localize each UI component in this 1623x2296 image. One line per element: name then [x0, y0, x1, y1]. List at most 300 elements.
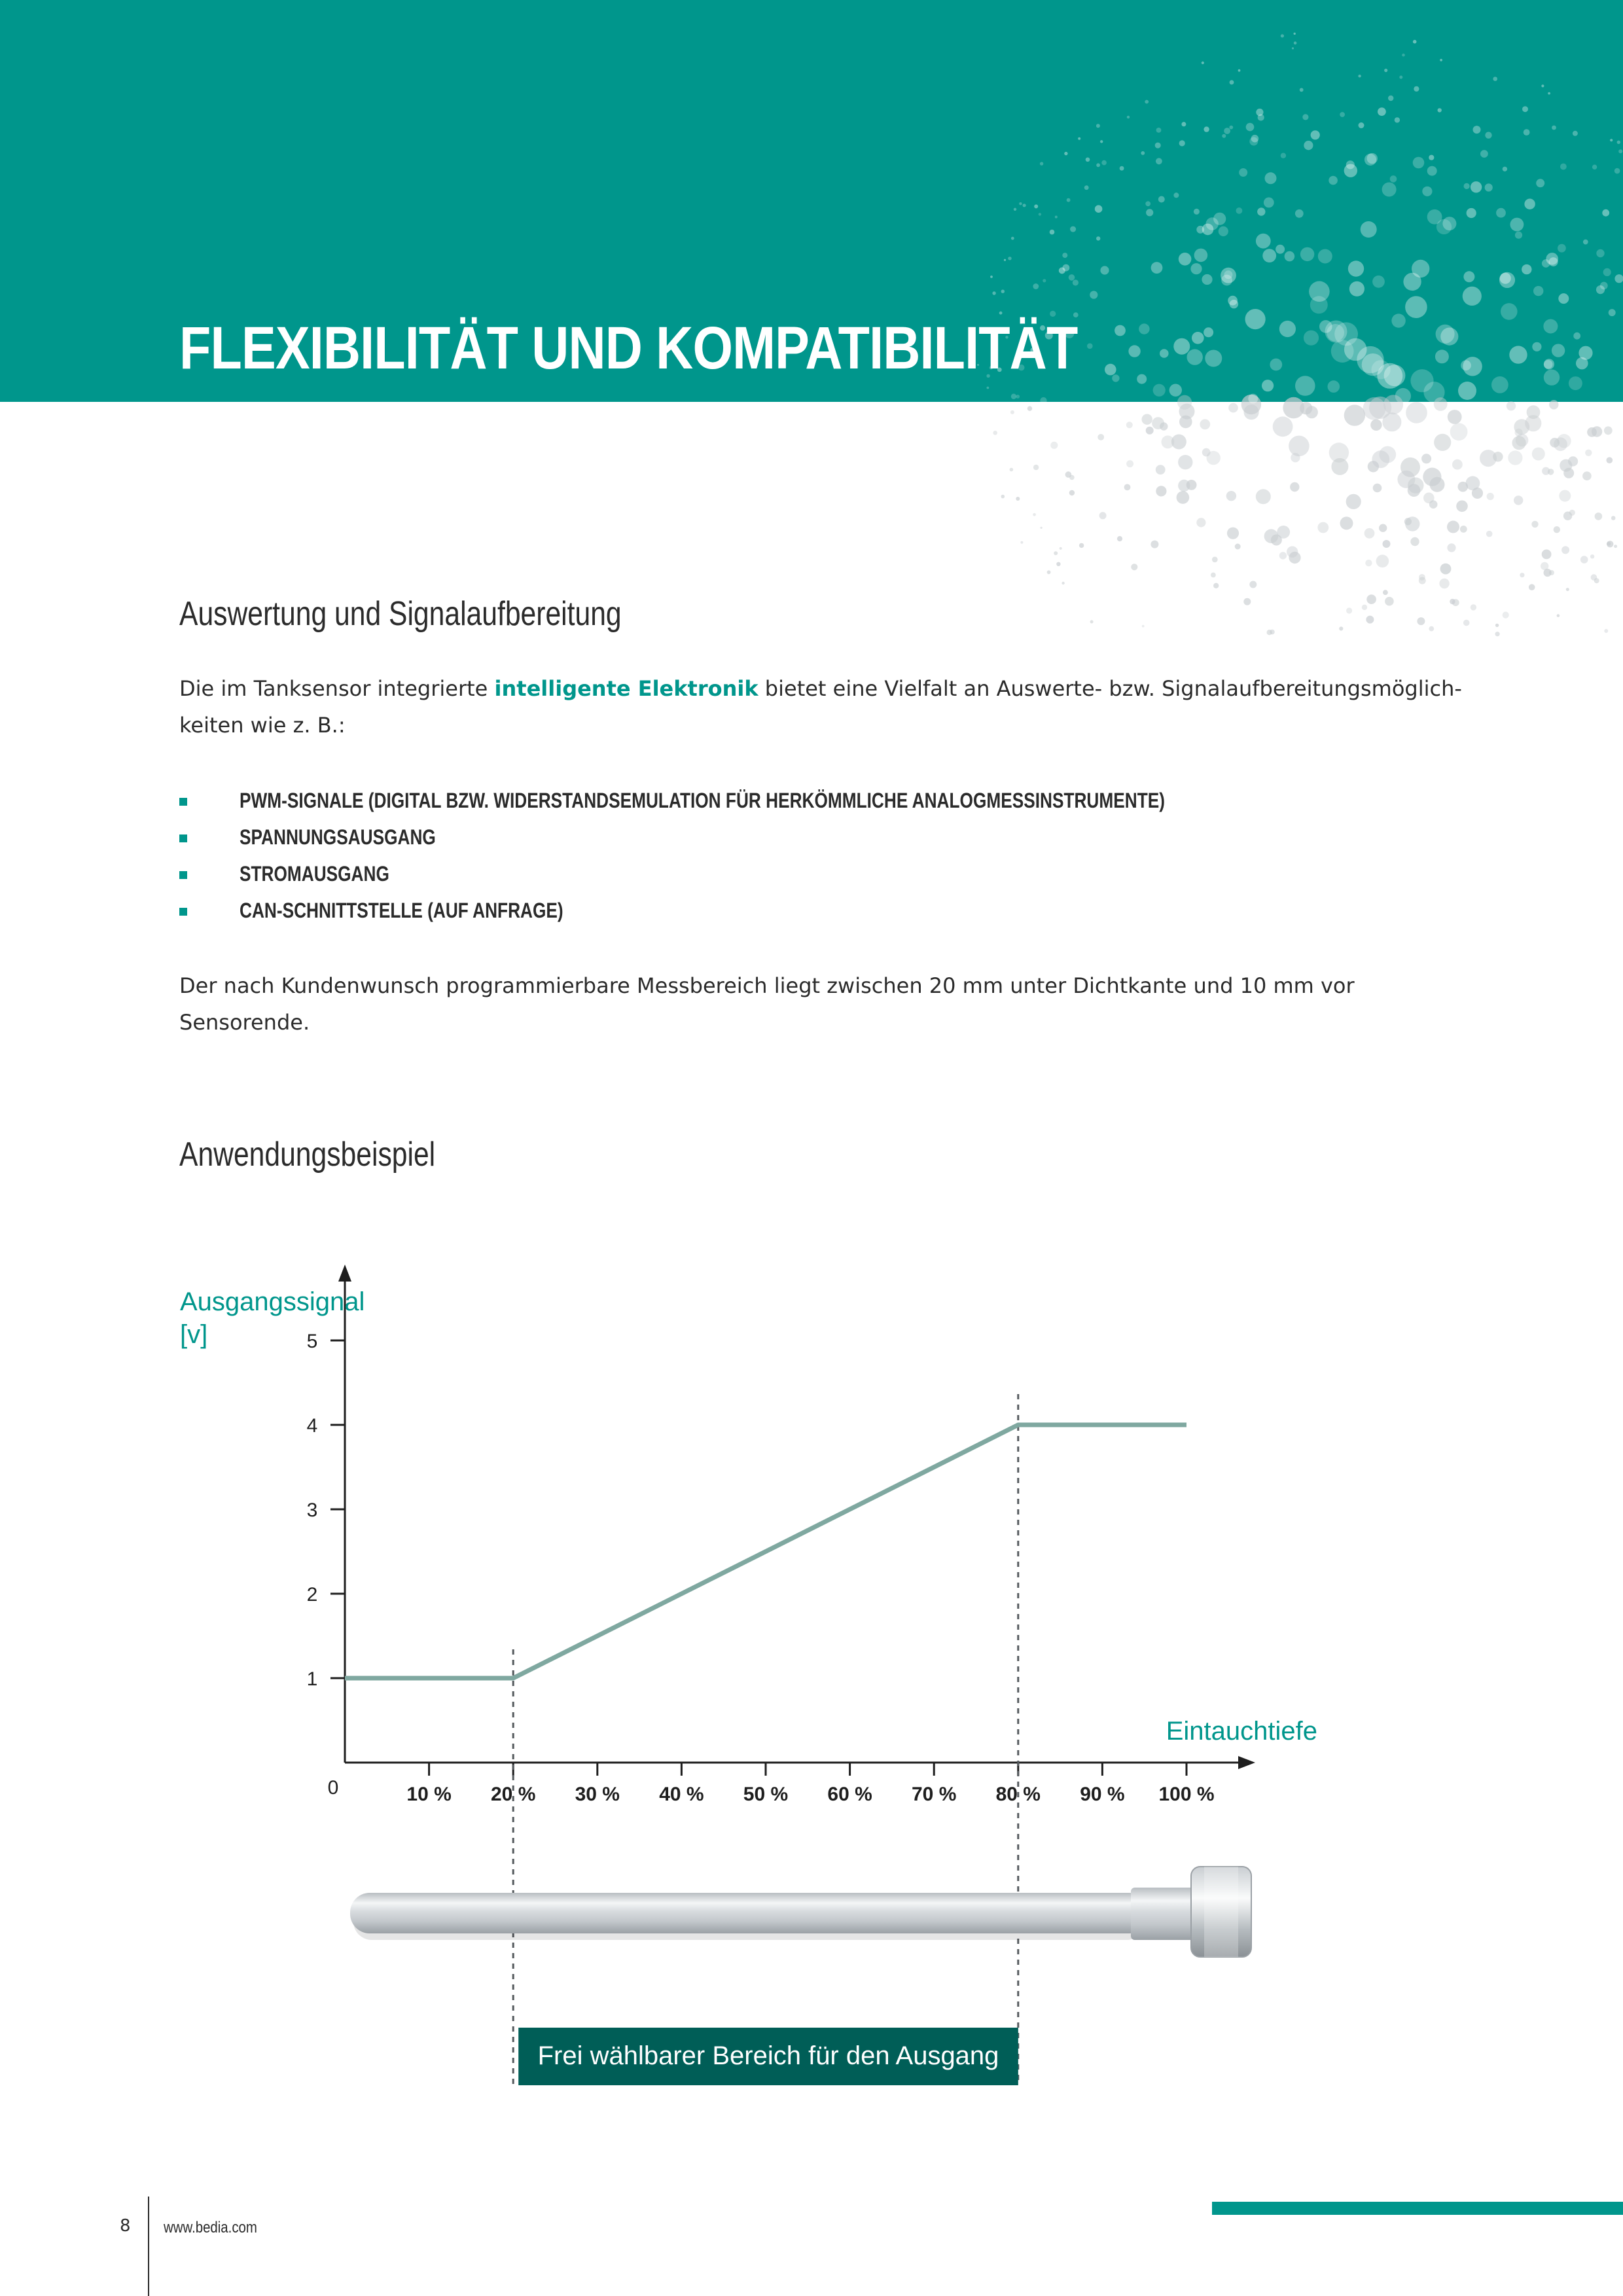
- decorative-dot: [1162, 435, 1175, 448]
- decorative-dot: [1126, 422, 1133, 428]
- decorative-dot: [1372, 450, 1389, 468]
- decorative-dot: [1019, 202, 1022, 205]
- decorative-dot: [1033, 513, 1036, 516]
- y-axis-unit-label: [v]: [180, 1320, 208, 1349]
- decorative-dot: [1040, 162, 1043, 165]
- x-tick-label: 20 %: [491, 1784, 536, 1805]
- x-tick-label: 70 %: [912, 1784, 957, 1805]
- decorative-dot: [1279, 552, 1287, 559]
- decorative-dot: [1228, 403, 1238, 413]
- decorative-dot: [1486, 531, 1493, 537]
- output-signal-chart: [0, 1230, 1623, 2114]
- decorative-dot: [1346, 607, 1352, 613]
- decorative-dot: [1509, 346, 1527, 363]
- decorative-dot: [1367, 153, 1378, 164]
- decorative-dot: [1047, 570, 1051, 574]
- decorative-dot: [1473, 126, 1481, 134]
- decorative-dot: [1514, 495, 1523, 505]
- range-paragraph: [179, 967, 1462, 1041]
- decorative-dot: [1348, 260, 1364, 276]
- decorative-dot: [1230, 300, 1238, 308]
- decorative-dot: [1306, 406, 1318, 418]
- decorative-dot: [1040, 397, 1046, 404]
- decorative-dot: [1158, 196, 1165, 203]
- decorative-dot: [1248, 394, 1258, 404]
- decorative-dot: [987, 387, 990, 389]
- decorative-dot: [1531, 521, 1538, 528]
- decorative-dot: [1379, 524, 1387, 532]
- decorative-dot: [1139, 323, 1149, 334]
- decorative-dot: [1344, 404, 1365, 425]
- decorative-dot: [1558, 293, 1569, 304]
- y-tick-label: 5: [306, 1331, 318, 1352]
- decorative-dot: [1069, 274, 1075, 281]
- intro-paragraph: [179, 670, 1462, 744]
- decorative-dot: [1062, 253, 1067, 258]
- decorative-dot: [1573, 131, 1578, 136]
- decorative-dot: [1292, 47, 1294, 49]
- decorative-dot: [1001, 290, 1005, 293]
- decorative-dot: [1450, 599, 1455, 604]
- decorative-dot: [1270, 359, 1282, 371]
- decorative-dot: [1194, 249, 1208, 262]
- decorative-dot: [1054, 551, 1058, 555]
- decorative-dot: [1156, 465, 1166, 475]
- decorative-dot: [1014, 208, 1016, 211]
- intro-text-end: bietet eine Vielfalt an Auswerte- bzw. Signalaufbereitungsmöglich-: [758, 676, 1462, 701]
- decorative-dot: [1064, 152, 1067, 155]
- decorative-dot: [1563, 468, 1574, 478]
- x-tick-label: 100 %: [1158, 1784, 1215, 1805]
- decorative-dot: [1524, 199, 1535, 209]
- decorative-dot: [1202, 62, 1204, 64]
- decorative-dot: [1264, 198, 1274, 208]
- decorative-dot: [1177, 395, 1192, 410]
- decorative-dot: [1173, 192, 1179, 198]
- decorative-dot: [1440, 564, 1452, 575]
- decorative-dot: [1542, 550, 1552, 560]
- range-text-line1: Der nach Kundenwunsch programmierbare Messbereich liegt zwischen 20 mm unter Dichtkante und 10 mm vor: [179, 973, 1355, 998]
- decorative-dot: [1414, 86, 1419, 92]
- decorative-dot: [1448, 410, 1462, 424]
- decorative-dot: [1493, 452, 1503, 461]
- decorative-dot: [1112, 374, 1119, 382]
- x-tick-label: 80 %: [995, 1784, 1041, 1805]
- decorative-dot: [1194, 209, 1200, 215]
- decorative-dot: [1311, 130, 1320, 139]
- decorative-dot: [1160, 422, 1168, 430]
- decorative-dot: [1067, 198, 1071, 202]
- decorative-dot: [1610, 139, 1613, 141]
- decorative-dot: [1230, 80, 1234, 84]
- decorative-dot: [1569, 376, 1582, 390]
- y-axis-label: Ausgangssignal: [180, 1287, 365, 1316]
- decorative-dot: [1495, 624, 1499, 627]
- footer-accent-bar: [1212, 2202, 1623, 2215]
- decorative-dot: [1395, 117, 1400, 122]
- decorative-dot: [1399, 76, 1402, 79]
- decorative-dot: [1153, 384, 1166, 397]
- decorative-dot: [1020, 541, 1023, 544]
- decorative-dot: [1295, 376, 1315, 396]
- decorative-dot: [1585, 450, 1592, 456]
- decorative-dot: [1267, 630, 1272, 635]
- decorative-dot: [1245, 309, 1266, 329]
- decorative-dot: [1617, 141, 1620, 144]
- decorative-dot: [1328, 380, 1340, 393]
- decorative-dot: [1127, 116, 1130, 118]
- decorative-dot: [1069, 490, 1075, 495]
- decorative-dot: [1055, 216, 1058, 219]
- decorative-dot: [1382, 412, 1401, 431]
- decorative-dot: [1344, 164, 1357, 177]
- decorative-dot: [1281, 153, 1286, 158]
- decorative-dot: [1331, 340, 1354, 363]
- decorative-dot: [1124, 484, 1131, 491]
- decorative-dot: [1279, 321, 1296, 337]
- decorative-dot: [1249, 581, 1257, 588]
- decorative-dot: [1146, 209, 1153, 216]
- decorative-dot: [1480, 150, 1488, 158]
- decorative-dot: [1246, 123, 1255, 132]
- decorative-dot: [1256, 234, 1271, 249]
- decorative-dot: [1596, 249, 1604, 257]
- decorative-dot: [1417, 617, 1425, 625]
- decorative-dot: [1090, 620, 1094, 624]
- decorative-dot: [1512, 436, 1526, 450]
- decorative-dot: [1592, 426, 1602, 437]
- decorative-dot: [1452, 459, 1463, 470]
- decorative-dot: [1346, 494, 1361, 509]
- decorative-dot: [1436, 219, 1452, 234]
- decorative-dot: [1238, 69, 1241, 72]
- decorative-dot: [1529, 584, 1535, 590]
- decorative-dot: [1391, 314, 1405, 327]
- decorative-dot: [1096, 163, 1100, 167]
- decorative-dot: [1358, 75, 1361, 77]
- decorative-dot: [1016, 497, 1020, 501]
- decorative-dot: [1618, 149, 1622, 153]
- decorative-dot: [1378, 107, 1386, 116]
- decorative-dot: [1304, 331, 1319, 346]
- decorative-dot: [1359, 122, 1364, 128]
- decorative-dot: [1552, 344, 1565, 357]
- decorative-dot: [1438, 108, 1442, 112]
- decorative-dot: [1364, 528, 1375, 539]
- decorative-dot: [1196, 518, 1205, 527]
- decorative-dot: [1559, 490, 1571, 502]
- sensor-head-highlight: [1204, 1867, 1238, 1957]
- decorative-dot: [1373, 484, 1382, 493]
- decorative-dot: [1146, 427, 1154, 435]
- decorative-dot: [1257, 207, 1265, 215]
- y-tick-label: 1: [306, 1668, 318, 1690]
- signal-options-list: [177, 782, 1368, 929]
- decorative-dot: [1515, 429, 1523, 437]
- decorative-dot: [1568, 456, 1578, 466]
- decorative-dot: [1384, 69, 1387, 72]
- decorative-dot: [1300, 88, 1304, 92]
- decorative-dot: [1429, 155, 1434, 160]
- decorative-dot: [1222, 134, 1226, 138]
- decorative-dot: [1413, 157, 1425, 169]
- decorative-dot: [1131, 564, 1137, 570]
- decorative-dot: [1224, 128, 1230, 134]
- decorative-dot: [1463, 287, 1482, 306]
- decorative-dot: [1421, 454, 1431, 463]
- x-tick-label: 10 %: [406, 1784, 452, 1805]
- decorative-dot: [1592, 165, 1597, 170]
- decorative-dot: [1073, 279, 1079, 285]
- decorative-dot: [1294, 41, 1297, 45]
- decorative-dot: [1200, 419, 1210, 429]
- intro-highlight: intelligente Elektronik: [494, 676, 758, 701]
- decorative-dot: [1614, 545, 1617, 548]
- decorative-dot: [1549, 257, 1558, 266]
- decorative-dot: [1541, 84, 1544, 87]
- bullet-square-icon: [179, 834, 187, 842]
- decorative-dot: [1522, 264, 1531, 274]
- decorative-dot: [1011, 394, 1016, 399]
- decorative-dot: [1464, 183, 1470, 189]
- decorative-dot: [1544, 360, 1553, 369]
- x-axis-arrow-icon: [1238, 1756, 1255, 1769]
- decorative-dot: [1340, 112, 1345, 117]
- decorative-dot: [1329, 442, 1349, 462]
- decorative-dot: [1552, 126, 1556, 130]
- decorative-dot: [1213, 213, 1226, 225]
- decorative-dot: [1558, 244, 1566, 253]
- decorative-dot: [1569, 510, 1575, 516]
- series-line: [345, 1425, 1186, 1678]
- decorative-dot: [1070, 226, 1076, 232]
- decorative-dot: [1145, 100, 1149, 104]
- website-link[interactable]: www.bedia.com: [164, 2219, 257, 2236]
- sensor-rod: [350, 1893, 1149, 1933]
- footer-divider: [148, 2197, 149, 2296]
- decorative-dot: [1520, 573, 1524, 577]
- decorative-dot: [1039, 213, 1041, 215]
- decorative-dot: [1493, 77, 1497, 81]
- decorative-dot: [1439, 579, 1449, 588]
- decorative-dot: [1503, 167, 1507, 171]
- section-heading-evaluation: Auswertung und Signalaufbereitung: [179, 595, 622, 633]
- decorative-dot: [1236, 207, 1243, 214]
- decorative-dot: [1275, 245, 1285, 254]
- decorative-dot: [1304, 141, 1313, 150]
- tank-sensor-image: [350, 1867, 1251, 1957]
- decorative-dot: [1340, 516, 1353, 529]
- decorative-dot: [1010, 468, 1014, 472]
- decorative-dot: [1205, 350, 1222, 367]
- decorative-dot: [1583, 240, 1588, 245]
- decorative-dot: [1105, 364, 1116, 376]
- decorative-dot: [1467, 208, 1476, 218]
- decorative-dot: [1458, 382, 1476, 400]
- decorative-dot: [1515, 232, 1522, 239]
- decorative-dot: [1090, 291, 1097, 298]
- decorative-dot: [1463, 357, 1482, 376]
- decorative-dot: [1187, 349, 1203, 365]
- decorative-dot: [1001, 495, 1005, 499]
- decorative-dot: [1434, 434, 1451, 451]
- decorative-dot: [1390, 175, 1397, 183]
- decorative-dot: [1117, 536, 1122, 541]
- decorative-dot: [1173, 338, 1190, 355]
- decorative-dot: [1383, 590, 1388, 595]
- decorative-dot: [1471, 181, 1482, 192]
- decorative-dot: [1151, 262, 1163, 274]
- decorative-dot: [1291, 453, 1300, 462]
- decorative-dot: [1501, 303, 1518, 320]
- decorative-dot: [1544, 370, 1560, 386]
- decorative-dot: [1294, 33, 1296, 35]
- range-text-line2: Sensorende.: [179, 1010, 310, 1035]
- decorative-dot: [1235, 544, 1241, 550]
- decorative-dot: [1169, 384, 1182, 397]
- decorative-dot: [1485, 132, 1491, 138]
- decorative-dot: [1065, 471, 1072, 478]
- decorative-dot: [1536, 179, 1544, 187]
- decorative-dot: [1229, 126, 1233, 130]
- decorative-dot: [1079, 543, 1084, 548]
- selectable-range-label: Frei wählbarer Bereich für den Ausgang: [537, 2041, 999, 2070]
- decorative-dot: [1603, 268, 1611, 276]
- decorative-dot: [1155, 143, 1161, 149]
- decorative-dot: [1096, 124, 1100, 128]
- decorative-dot: [1059, 267, 1065, 274]
- decorative-dot: [1447, 521, 1459, 533]
- decorative-dot: [1310, 296, 1328, 314]
- decorative-dot: [1532, 342, 1541, 351]
- decorative-dot: [1614, 168, 1620, 174]
- decorative-dot: [1050, 442, 1058, 449]
- decorative-dot: [1097, 434, 1104, 440]
- decorative-dot: [1221, 275, 1232, 286]
- decorative-dot: [1186, 480, 1197, 490]
- decorative-dot: [1243, 598, 1251, 605]
- decorative-dot: [1179, 140, 1185, 146]
- decorative-dot: [1596, 285, 1605, 294]
- decorative-dot: [1385, 597, 1394, 606]
- y-tick-label: 2: [306, 1584, 318, 1605]
- decorative-dot: [1086, 158, 1090, 162]
- decorative-dot: [1410, 537, 1419, 546]
- decorative-dot: [993, 431, 997, 435]
- decorative-dot: [1043, 279, 1046, 282]
- bullet-square-icon: [179, 908, 187, 916]
- decorative-dot: [1101, 160, 1107, 166]
- decorative-dot: [1485, 183, 1493, 191]
- decorative-dot: [1016, 395, 1020, 399]
- x-tick-label: 30 %: [575, 1784, 620, 1805]
- decorative-dot: [1533, 286, 1543, 296]
- decorative-dot: [1463, 271, 1474, 282]
- decorative-dot: [1249, 137, 1258, 146]
- decorative-dot: [1061, 582, 1064, 584]
- decorative-dot: [1212, 557, 1218, 563]
- decorative-dot: [1402, 54, 1405, 57]
- decorative-dot: [1219, 226, 1228, 236]
- decorative-dot: [1429, 500, 1438, 509]
- decorative-dot: [1204, 126, 1209, 132]
- decorative-dot: [1317, 522, 1329, 533]
- decorative-dot: [1362, 605, 1367, 610]
- decorative-dot: [1591, 574, 1597, 581]
- decorative-dot: [1434, 397, 1448, 411]
- decorative-dot: [1566, 588, 1569, 591]
- y-axis-arrow-icon: [338, 1265, 351, 1282]
- decorative-dot: [1557, 614, 1560, 617]
- decorative-dot: [1196, 226, 1204, 234]
- decorative-dot: [1611, 516, 1616, 520]
- decorative-dot: [1033, 465, 1039, 470]
- decorative-dot: [1227, 528, 1239, 539]
- bullet-square-icon: [179, 798, 187, 806]
- decorative-dot: [1496, 208, 1506, 218]
- decorative-dot: [1463, 620, 1470, 626]
- decorative-dot: [1549, 570, 1554, 575]
- decorative-dot: [1100, 266, 1109, 274]
- decorative-dot: [1239, 168, 1247, 177]
- decorative-dot: [1604, 629, 1608, 633]
- decorative-dot: [1404, 518, 1412, 525]
- decorative-dot: [1510, 218, 1524, 232]
- decorative-dot: [1408, 484, 1421, 497]
- decorative-dot: [1388, 96, 1393, 101]
- decorative-dot: [1429, 626, 1434, 632]
- decorative-dot: [992, 291, 995, 295]
- x-axis-label: Eintauchtiefe: [1166, 1717, 1317, 1746]
- decorative-dot: [1362, 353, 1384, 376]
- page-number: 8: [120, 2216, 131, 2236]
- decorative-dot: [1524, 129, 1530, 135]
- decorative-dot: [1614, 274, 1623, 283]
- decorative-dot: [1561, 546, 1569, 554]
- decorative-dot: [1507, 401, 1516, 410]
- decorative-dot: [1137, 374, 1147, 384]
- decorative-dot: [1318, 249, 1332, 264]
- decorative-dot: [1607, 457, 1613, 463]
- decorative-dot: [1099, 512, 1107, 519]
- decorative-dot: [1150, 541, 1158, 548]
- decorative-dot: [1602, 209, 1609, 217]
- decorative-dot: [1281, 34, 1284, 37]
- decorative-dot: [1120, 166, 1124, 171]
- decorative-dot: [1491, 376, 1508, 393]
- decorative-dot: [1179, 253, 1192, 266]
- decorative-dot: [1582, 471, 1592, 480]
- decorative-dot: [1181, 122, 1186, 126]
- decorative-dot: [1435, 350, 1449, 363]
- decorative-dot: [1366, 616, 1374, 624]
- decorative-dot: [1405, 296, 1427, 318]
- decorative-dot: [1422, 187, 1432, 196]
- decorative-dot: [1087, 343, 1093, 349]
- decorative-dot: [1128, 345, 1140, 357]
- list-item: STROMAUSGANG: [177, 855, 1368, 892]
- decorative-dot: [1413, 40, 1417, 44]
- decorative-dot: [1204, 327, 1213, 337]
- decorative-dot: [1573, 332, 1580, 340]
- decorative-dot: [1525, 415, 1541, 431]
- decorative-dot: [1548, 469, 1554, 475]
- decorative-dot: [1142, 625, 1145, 628]
- decorative-dot: [1607, 542, 1611, 546]
- decorative-dot: [1256, 109, 1263, 116]
- decorative-dot: [1126, 460, 1133, 467]
- decorative-dot: [1361, 221, 1377, 238]
